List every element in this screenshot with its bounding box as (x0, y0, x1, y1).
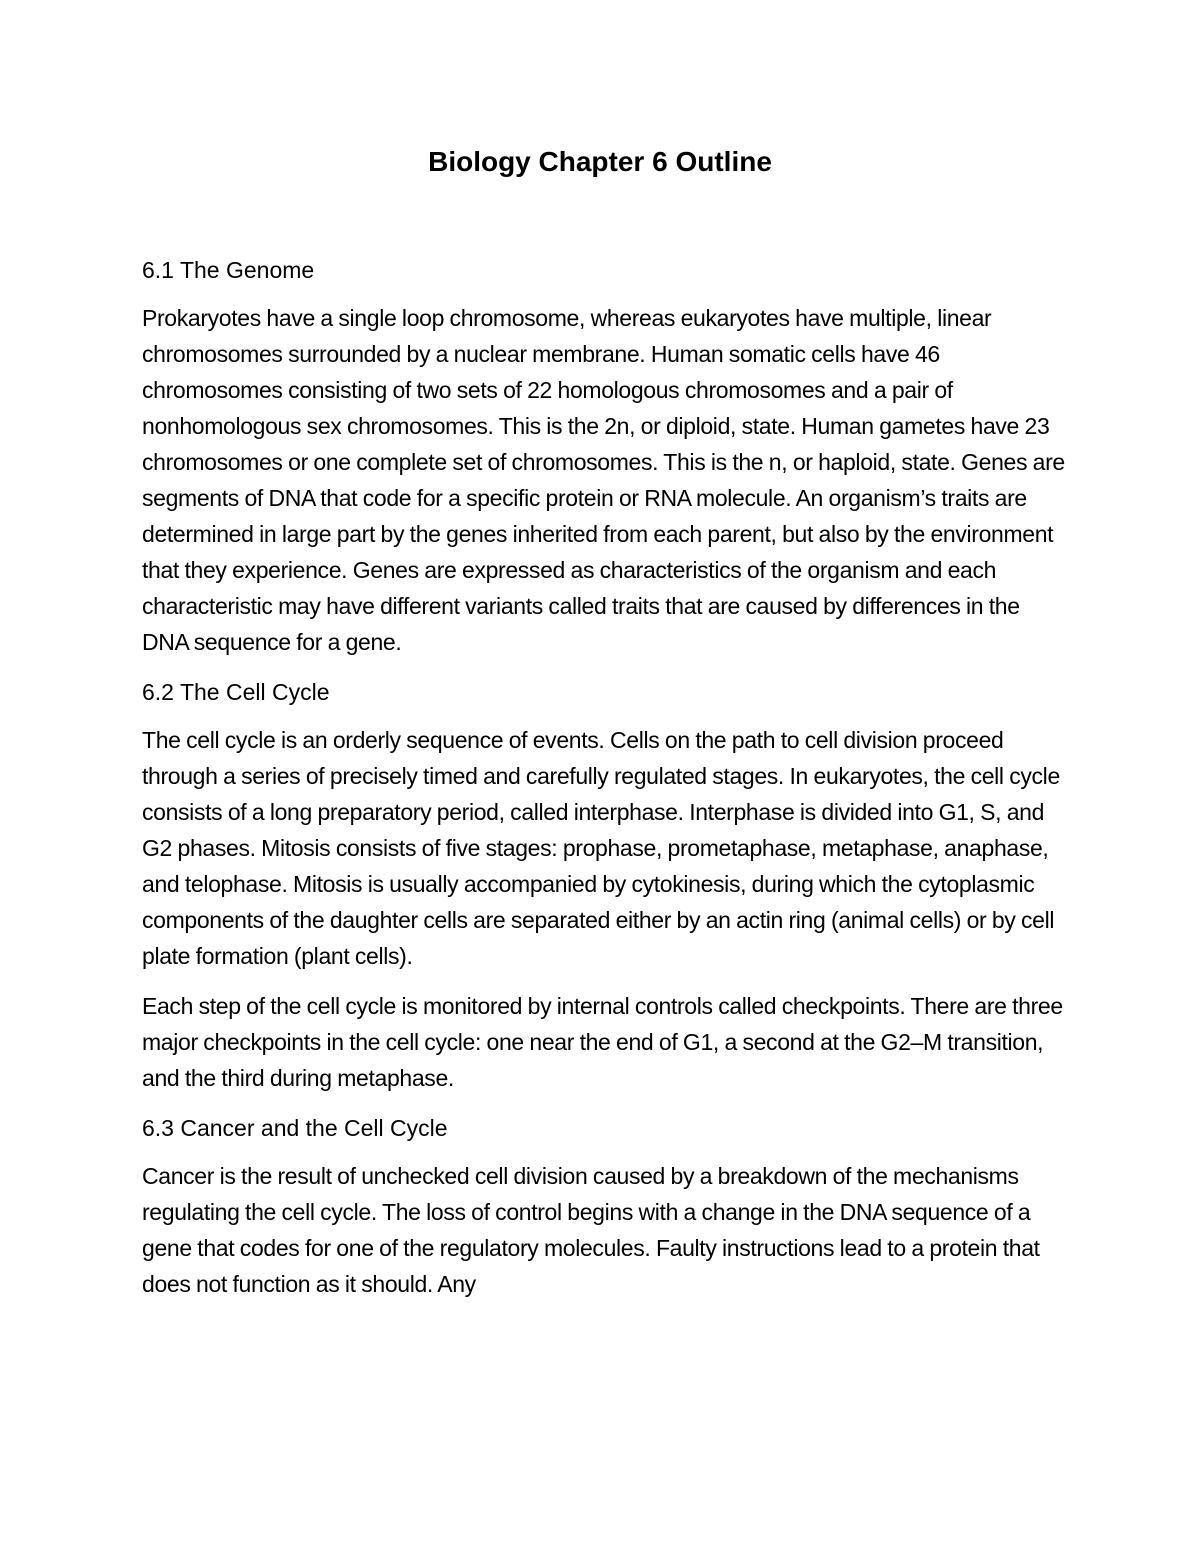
page-title: Biology Chapter 6 Outline (428, 146, 772, 177)
section-genome (142, 252, 1067, 660)
section-paragraph: Prokaryotes have a single loop chromosome, whereas eukaryotes have multiple, linear chromosomes surrounded by a nuclear membrane. Human somatic cells have 46 chromosomes consisting of two sets of 22 homologous chromosomes and a pair of nonhomologous sex chromosomes. This is the 2n, or diploid, state. Human gametes have 23 chromosomes or one complete set of chromosomes. This is the n, or haploid, state. Genes are segments of DNA that code for a specific protein or RNA molecule. An organism’s traits are determined in large part by the genes inherited from each parent, but also by the environment that they experience. Genes are expressed as characteristics of the organism and each characteristic may have different variants called traits that are caused by differences in the DNA sequence for a gene. (142, 305, 1065, 655)
section-heading: 6.2 The Cell Cycle (142, 679, 330, 705)
section-heading: 6.1 The Genome (142, 257, 315, 283)
section-paragraph: The cell cycle is an orderly sequence of events. Cells on the path to cell division proceed through a series of precisely timed and carefully regulated stages. In eukaryotes, the cell cycle consists of a long preparatory period, called interphase. Interphase is divided into G1, S, and G2 phases. Mitosis consists of five stages: prophase, prometaphase, metaphase, anaphase, and telophase. Mitosis is usually accompanied by cytokinesis, during which the cytoplasmic components of the daughter cells are separated either by an actin ring (animal cells) or by cell plate formation (plant cells). (142, 727, 1060, 969)
section-paragraph: Each step of the cell cycle is monitored by internal controls called checkpoints. There are three major checkpoints in the cell cycle: one near the end of G1, a second at the G2–M transition, and the third during metaphase. (142, 993, 1063, 1091)
section-paragraph: Cancer is the result of unchecked cell division caused by a breakdown of the mechanisms regulating the cell cycle. The loss of control begins with a change in the DNA sequence of a gene that codes for one of the regulatory molecules. Faulty instructions lead to a protein that does not function as it should. Any (142, 1163, 1040, 1297)
section-cancer (142, 1110, 1067, 1302)
document-body (142, 252, 1067, 1302)
section-cell-cycle (142, 674, 1067, 1096)
section-heading: 6.3 Cancer and the Cell Cycle (142, 1115, 448, 1141)
